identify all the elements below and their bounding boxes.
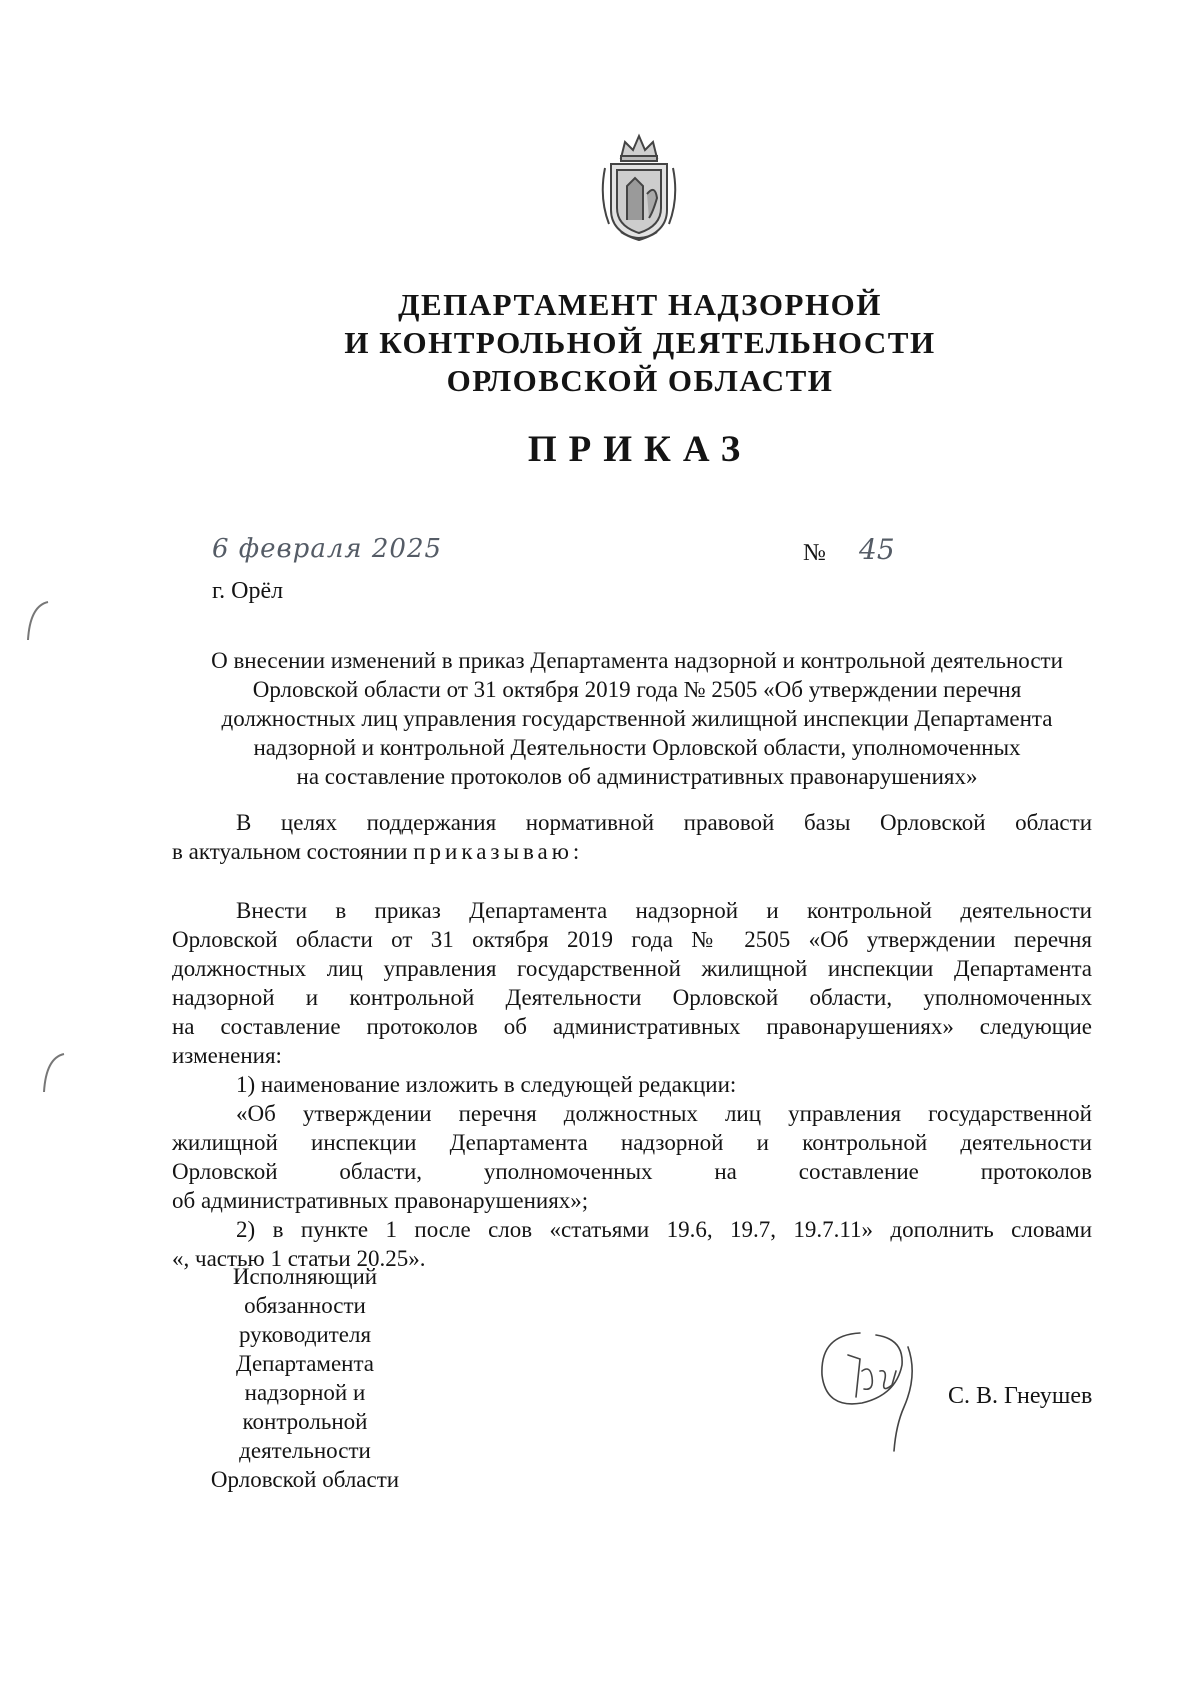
order-subject: [172, 646, 1102, 791]
body-line: изменения:: [172, 1043, 282, 1068]
subject-line: Орловской области от 31 октября 2019 года № 2505 «Об утверждении перечня: [252, 677, 1022, 702]
position-line: надзорной и: [244, 1380, 366, 1405]
position-line: контрольной: [242, 1409, 368, 1434]
body-line: об административных правонарушениях»;: [172, 1188, 589, 1213]
body-line: должностных лиц управления государственной жилищной инспекции Департамента: [172, 956, 1092, 981]
order-title: ПРИКАЗ: [527, 429, 753, 470]
preamble-line: [172, 837, 1092, 866]
body-line: на составление протоколов об административных правонарушениях» следующие: [172, 1014, 1092, 1039]
city: г. Орёл: [212, 578, 284, 604]
subject-line: О внесении изменений в приказ Департамента надзорной и контрольной деятельности: [211, 648, 1063, 673]
body-line: надзорной и контрольной Деятельности Орловской области, уполномоченных: [172, 985, 1092, 1010]
position-line: руководителя: [238, 1322, 372, 1347]
number-label: №: [803, 540, 826, 566]
preamble: [172, 808, 1092, 866]
handwritten-number: 45: [859, 533, 895, 566]
order-body: [172, 896, 1092, 1273]
position-line: Исполняющий: [232, 1264, 378, 1289]
department-header-line: ОРЛОВСКОЙ ОБЛАСТИ: [446, 363, 834, 398]
department-header: [250, 286, 1030, 400]
subject-line: надзорной и контрольной Деятельности Орловской области, уполномоченных: [253, 735, 1021, 760]
punch-hole-mark-icon: [22, 598, 52, 644]
body-line: «, частью 1 статьи 20.25».: [172, 1246, 426, 1271]
signatory-position: [190, 1262, 420, 1494]
preamble-text: в актуальном состоянии: [172, 839, 414, 864]
department-header-line: ДЕПАРТАМЕНТ НАДЗОРНОЙ: [398, 287, 882, 322]
signer-name: С. В. Гнеушев: [948, 1383, 1093, 1409]
order-verb: приказываю:: [413, 839, 584, 864]
punch-hole-mark-icon: [38, 1050, 68, 1096]
coat-of-arms-icon: [591, 128, 687, 244]
body-line: жилищной инспекции Департамента надзорной и контрольной деятельности: [172, 1130, 1092, 1155]
body-line: 1) наименование изложить в следующей редакции:: [236, 1072, 737, 1097]
body-line: Внести в приказ Департамента надзорной и контрольной деятельности: [236, 898, 1092, 923]
position-line: Орловской области: [210, 1467, 400, 1492]
body-line: 2) в пункте 1 после слов «статьями 19.6, 19.7, 19.7.11» дополнить словами: [236, 1217, 1092, 1242]
department-header-line: И КОНТРОЛЬНОЙ ДЕЯТЕЛЬНОСТИ: [344, 325, 936, 360]
position-line: деятельности: [239, 1438, 371, 1463]
subject-line: должностных лиц управления государственной жилищной инспекции Департамента: [221, 706, 1053, 731]
position-line: обязанности: [244, 1293, 366, 1318]
handwritten-signature: [800, 1325, 950, 1465]
subject-line: на составление протоколов об административных правонарушениях»: [296, 764, 978, 789]
body-line: Орловской области, уполномоченных на составление протоколов: [172, 1159, 1092, 1184]
position-line: Департамента: [235, 1351, 375, 1376]
body-line: Орловской области от 31 октября 2019 года № 2505 «Об утверждении перечня: [172, 927, 1092, 952]
body-line: «Об утверждении перечня должностных лиц управления государственной: [236, 1101, 1092, 1126]
handwritten-date: 6 февраля 2025: [212, 534, 443, 564]
preamble-line: В целях поддержания нормативной правовой базы Орловской области: [236, 810, 1092, 835]
